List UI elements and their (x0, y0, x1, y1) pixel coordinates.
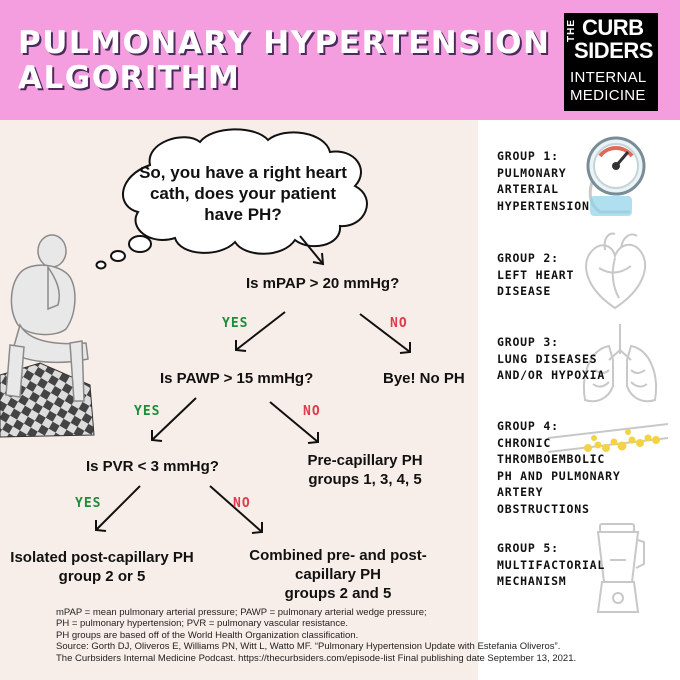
curbsiders-logo (564, 13, 658, 111)
combined-line-2: capillary PH (295, 566, 381, 583)
isolated-line-1: Isolated post-capillary PH (10, 549, 194, 566)
combined-line-3: groups 2 and 5 (284, 585, 392, 602)
outcome-no-ph: Bye! No PH (383, 370, 465, 387)
group-5-line-3: MECHANISM (497, 574, 567, 588)
no-label-mpap: NO (390, 316, 408, 331)
group-4-line-4: PH AND PULMONARY (497, 468, 621, 483)
footnotes (56, 607, 676, 664)
group-1-line-4: HYPERTENSION (497, 198, 590, 213)
footnote-line-3: PH groups are based off of the World Health Organization classification. (56, 629, 359, 641)
group-3-line-3: AND/OR HYPOXIA (497, 368, 606, 382)
isolated-line-2: group 2 or 5 (58, 568, 146, 585)
group-4-line-3: THROMBOEMBOLIC (497, 452, 606, 466)
no-label-pvr: NO (233, 496, 251, 511)
footnote-line-4: Source: Gorth DJ, Oliveros E, Williams PN, Witt L, Watto MF. “Pulmonary Hypertension Update with Estefania Oliveros”. (56, 641, 561, 653)
group-3-label (497, 334, 605, 384)
title-line-1: PULMONARY HYPERTENSION (18, 25, 551, 61)
yes-label-mpap: YES (222, 316, 249, 331)
group-2-line-1: GROUP 2: (497, 251, 559, 265)
footnote-line-1: mPAP = mean pulmonary arterial pressure; PAWP = pulmonary arterial wedge pressure; (56, 607, 427, 618)
group-1-line-1: GROUP 1: (497, 149, 559, 163)
arrow-bubble-to-q1 (300, 236, 323, 264)
precap-line-1: Pre-capillary PH (307, 452, 423, 469)
footnote-line-5: The Curbsiders Internal Medicine Podcast. https://thecurbsiders.com/episode-list Final publishing date September 13, 2021. (56, 652, 577, 664)
group-5-line-2: MULTIFACTORIAL (497, 557, 606, 572)
question-mpap: Is mPAP > 20 mmHg? (246, 275, 400, 292)
question-pvr: Is PVR < 3 mmHg? (86, 458, 219, 475)
group-1-line-2: PULMONARY (497, 165, 567, 180)
question-pawp: Is PAWP > 15 mmHg? (160, 370, 314, 387)
bubble-question: So, you have a right heart cath, does your patient have PH? (139, 163, 347, 224)
group-2-line-3: DISEASE (497, 284, 552, 298)
outcome-isolated-postcapillary (2, 548, 202, 586)
arrow-q3-yes (96, 486, 140, 530)
logo-curb: CURB (582, 15, 644, 40)
logo-medicine: MEDICINE (570, 87, 646, 104)
logo-siders: SIDERS (574, 38, 653, 63)
combined-line-1: Combined pre- and post- (249, 547, 427, 564)
yes-label-pvr: YES (75, 496, 102, 511)
group-4-line-1: GROUP 4: (497, 419, 559, 433)
no-label-pawp: NO (303, 404, 321, 419)
title-line-2: ALGORITHM (18, 60, 241, 96)
footnote-line-2: PH = pulmonary hypertension; PVR = pulmonary vascular resistance. (56, 618, 348, 630)
group-3-line-2: LUNG DISEASES (497, 351, 598, 366)
group-2-label (497, 250, 574, 300)
group-4-label (497, 418, 621, 517)
logo-the: THE (566, 19, 577, 42)
group-5-label (497, 540, 605, 590)
outcome-precapillary (290, 451, 440, 489)
heart-icon (575, 228, 655, 314)
yes-label-pawp: YES (134, 404, 161, 419)
group-4-line-6: OBSTRUCTIONS (497, 501, 590, 516)
blood-pressure-gauge-icon (580, 132, 650, 218)
group-3-line-1: GROUP 3: (497, 335, 559, 349)
logo-internal: INTERNAL (570, 69, 647, 86)
group-1-label (497, 148, 590, 214)
precap-line-2: groups 1, 3, 4, 5 (308, 471, 422, 488)
group-1-line-3: ARTERIAL (497, 182, 559, 196)
group-4-line-5: ARTERY (497, 485, 544, 499)
group-4-line-2: CHRONIC (497, 435, 552, 450)
outcome-combined (233, 546, 443, 603)
group-2-line-2: LEFT HEART (497, 267, 575, 282)
group-5-line-1: GROUP 5: (497, 541, 559, 555)
